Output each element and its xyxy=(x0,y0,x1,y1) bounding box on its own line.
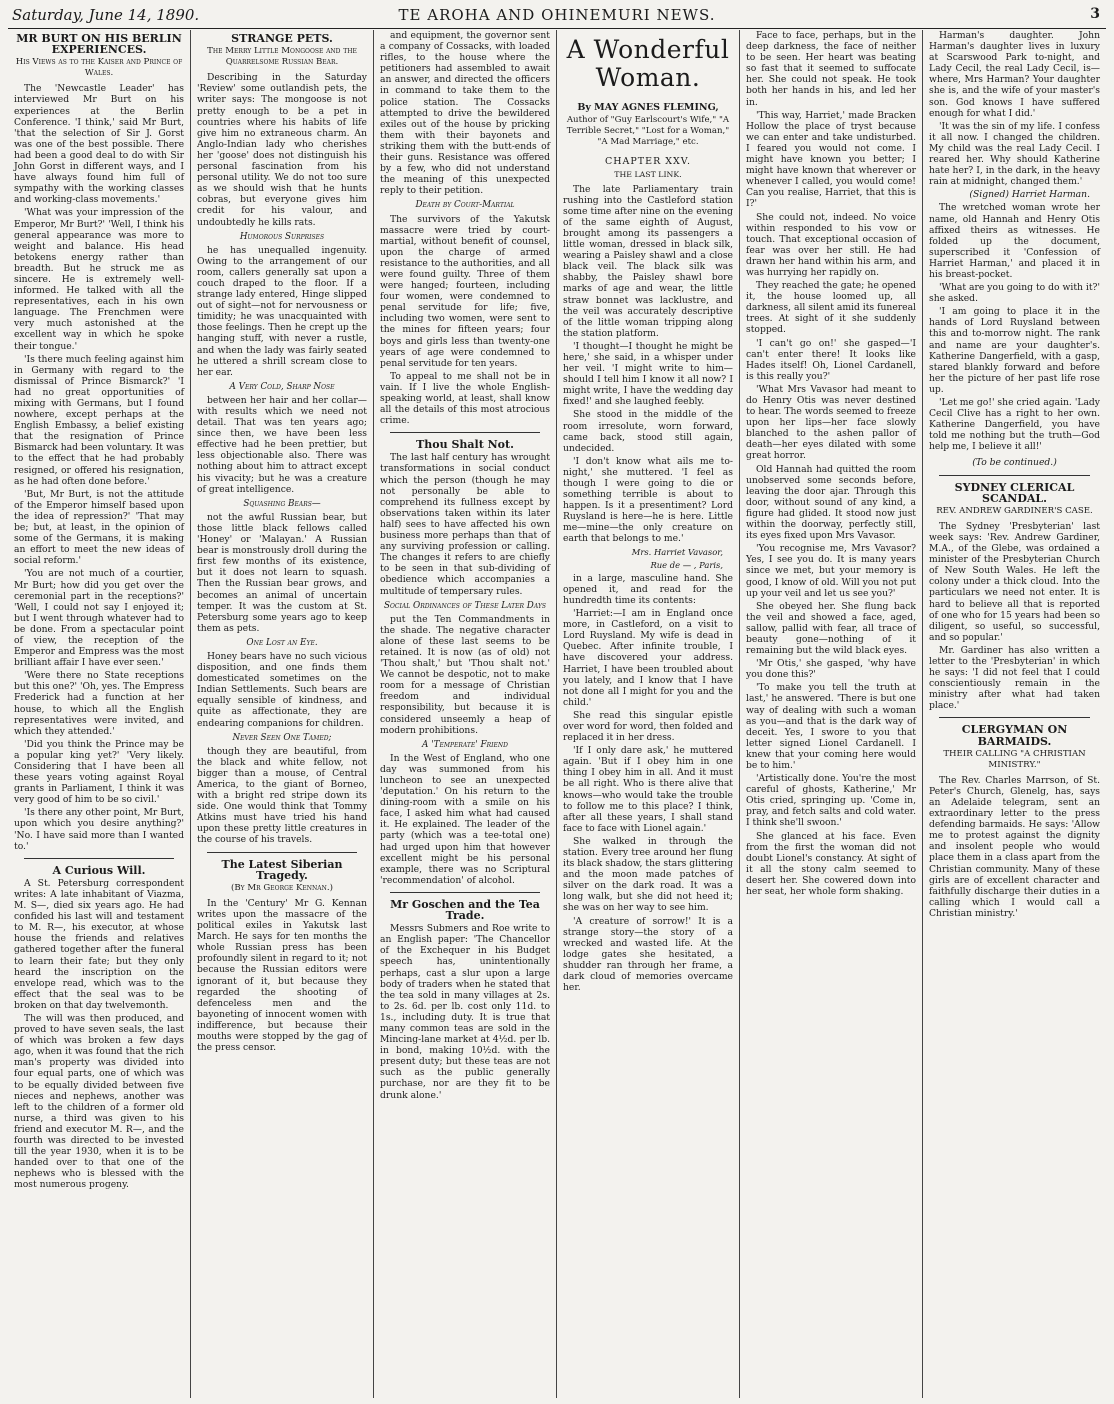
article-heading-thou-shalt-not: Thou Shalt Not. xyxy=(416,438,514,452)
article-paragraph: and equipment, the governor sent a company of Cossacks, with loaded rifles, to the house where the petitioners had assembled to await an answer, and directed the officers in command to take them to the police station. The Cossacks attempted to drive the bewildered exiles out of the house by pricking them with their bayonets and striking them with the butt-ends of their guns. Resistance was offered by a few, who did not understand the meaning of this unexpected reply to their petition. xyxy=(380,30,550,197)
article-paragraph: In the West of England, who one day was summoned from his luncheon to see an unexpected 'deputation.' On his return to the dining-room with a smile on his face, I asked him what had caused it. He explained. The leader of the party (which was a tee-total one) had urged upon him that however excellent might be his personal example, there was no Scriptural 'recommendation' of alcohol. xyxy=(380,752,550,886)
article-paragraph: 'Harriet:—I am in England once more, in Castleford, on a visit to Lord Ruysland. My wife is dead in Quebec. After infinite trouble, I have discovered your address. Harriet, I have been troubled about you lately, and I know that I have not done all I might for you and the child.' xyxy=(563,608,733,708)
section-heading: Social Ordinances of These Later Days xyxy=(383,600,547,611)
column-2 xyxy=(191,30,374,1398)
article-paragraph: She read this singular epistle over word for word, then folded and replaced it in her dress. xyxy=(563,709,733,744)
article-subheading-sydney: REV. ANDREW GARDINER'S CASE. xyxy=(936,505,1093,516)
columns xyxy=(8,30,1106,1398)
column-6 xyxy=(923,30,1106,1398)
article-paragraph: She walked in through the station. Every tree around her flung its black shadow, the stars glittering and the moon made patches of silver on the dark road. It was a long walk, but she did not heed it; she was on her way to see him. xyxy=(563,835,733,914)
newspaper-title: TE AROHA AND OHINEMURI NEWS. xyxy=(398,6,716,24)
masthead xyxy=(8,4,1106,29)
article-paragraph: She could not, indeed. No voice within responded to his vow or touch. That exceptional occasion of fear was over her still. He had drawn her hand within his arm, and was hurrying her rapidly on. xyxy=(746,211,916,278)
article-paragraph: 'Is there any other point, Mr Burt, upon which you desire anything?' 'No. I have said more than I wanted to.' xyxy=(14,807,184,852)
column-1 xyxy=(8,30,191,1398)
serial-author: By MAY AGNES FLEMING, xyxy=(577,102,719,113)
article-subheading-barmaids: THEIR CALLING "A CHRISTIAN MINISTRY." xyxy=(943,748,1086,770)
article-byline: (By Mr George Kennan.) xyxy=(231,882,333,893)
chapter-heading: CHAPTER XXV. xyxy=(605,156,691,168)
article-heading-sydney: SYDNEY CLERICAL SCANDAL. xyxy=(954,480,1075,505)
article-paragraph: The will was then produced, and proved to have seven seals, the last of which was broken a few days ago, when it was found that the rich man's property was divided into four equal parts, one of which was to be equally divided between five nieces and nephews, another was left to the children of a former old nurse, a third was given to his friend and executor M. R—, and the fourth was directed to be invested till the year 1930, when it is to be handed over to that one of the nephews who is blessed with the most numerous progeny. xyxy=(14,1012,184,1191)
section-heading: Humorous Surprises xyxy=(239,231,325,242)
article-paragraph: 'What Mrs Vavasor had meant to do Henry Otis was never destined to hear. The words seemed to freeze upon her lips—her face slowly blanched to the ashen pallor of death—her eyes dilated with some great horror. xyxy=(746,383,916,462)
article-paragraph: The wretched woman wrote her name, old Hannah and Henry Otis affixed theirs as witnesses. He folded up the document, superscribed it 'Confession of Harriet Harman,' and placed it in his breast-pocket. xyxy=(929,202,1100,280)
divider xyxy=(939,475,1090,476)
column-5 xyxy=(740,30,923,1398)
article-paragraph: Old Hannah had quitted the room unobserved some seconds before, leaving the door ajar. Through this door, without sound of any kind, a figure had glided. It stood now just within the doorway, perfectly still, its eyes fixed upon Mrs Vavasor. xyxy=(746,463,916,542)
article-paragraph: Face to face, perhaps, but in the deep darkness, the face of neither to be seen. Her heart was beating so fast that it seemed to suffocate her. She could not speak. He took both her hands in his, and led her in. xyxy=(746,30,916,108)
article-paragraph: The 'Newcastle Leader' has interviewed Mr Burt on his experiences at the Berlin Conference. 'I think,' said Mr Burt, 'that the selection of Sir J. Gorst was one of the best possible. There had been a good deal to do with Sir John Gorst in different ways, and I have always found him full of sympathy with the working classes and working-class movements.' xyxy=(14,83,184,206)
article-paragraph: 'To make you tell the truth at last,' he answered. 'There is but one way of dealing with such a woman as you—and that is the dark way of deceit. Yes, I swore to you that letter signed Lionel Cardanell. I knew that your coming here would be to him.' xyxy=(746,682,916,771)
serial-title: A Wonderful Woman. xyxy=(566,35,730,92)
page-number: 3 xyxy=(1090,6,1100,22)
article-paragraph: 'Artistically done. You're the most careful of ghosts, Katherine,' Mr Otis cried, springing up. 'Come in, pray, and fetch salts and cold water. I think she'll swoon.' xyxy=(746,773,916,829)
article-heading-pets: STRANGE PETS. xyxy=(231,32,333,45)
article-paragraph: 'I can't go on!' she gasped—'I can't enter there! It looks like Hades itself! Oh, Lionel Cardanell, is this really you?' xyxy=(746,337,916,382)
article-paragraph: 'This way, Harriet,' made Bracken Hollow the place of tryst because we can enter and take undisturbed. I feared you would not come. I might have known you better; I might have known that wherever or whenever I called, you would come! Can you realise, Harriet, that this is I?' xyxy=(746,109,916,210)
article-paragraph: The Rev. Charles Marrson, of St. Peter's Church, Glenelg, has, says an Adelaide telegram, sent an extraordinary letter to the press defending barmaids. He says: 'Allow me to protest against the dignity and insolent people who would place them in a class apart from the Christian community. Many of these girls are of excellent character and faithfully discharge their duties in a calling which I would call a Christian ministry.' xyxy=(929,774,1100,919)
article-paragraph: Mr. Gardiner has also written a letter to the 'Presbyterian' in which he says: 'I did not feel that I could conscientiously remain in the ministry after what had taken place.' xyxy=(929,644,1100,712)
article-heading-burt: MR BURT ON HIS BERLIN EXPERIENCES. xyxy=(16,32,182,57)
article-paragraph: In the 'Century' Mr G. Kennan writes upon the massacre of the political exiles in Yakutsk last March. He says for ten months the whole Russian press has been profoundly silent in regard to it; not because the Russian editors were ignorant of it, but because they regarded the shooting of defenceless men and the bayoneting of innocent women with indifference, but because their mouths were stopped by the gag of the press censor. xyxy=(197,897,367,1054)
section-heading: Squashing Bears— xyxy=(243,498,321,509)
article-heading-barmaids: CLERGYMAN ON BARMAIDS. xyxy=(961,723,1068,748)
article-paragraph: 'It was the sin of my life. I confess it all now. I changed the children. My child was the real Lady Cecil. I reared her. Why should Katherine hate her? I, in the dark, in the heavy rain at midnight, changed them.' xyxy=(929,120,1100,188)
article-paragraph: The survivors of the Yakutsk massacre were tried by court-martial, without benefit of counsel, upon the charge of armed resistance to the authorities, and all were found guilty. Three of them were hanged; fourteen, including four women, were condemned to penal servitude for life; five, including two women, were sent to the mines for fifteen years; four boys and girls less than twenty-one years of age were condemned to penal servitude for ten years. xyxy=(380,213,550,369)
article-paragraph: A St. Petersburg correspondent writes: A late inhabitant of Viazma, M. S—, died six years ago. He had confided his last will and testament to M. R—, his executor, at whose house the friends and relatives gathered together after the funeral to learn their fate; but they only heard the inscription on the envelope read, which was to the effect that the seal was to be broken on that day twelvemonth. xyxy=(14,877,184,1011)
chapter-subtitle: THE LAST LINK. xyxy=(614,170,682,180)
article-paragraph: 'But, Mr Burt, is not the attitude of the Emperor himself based upon the idea of repression?' 'That may be; but, at least, in the opinion of some of the Germans, it is making an effort to meet the new ideas of social reform.' xyxy=(14,488,184,567)
article-paragraph: 'What was your impression of the Emperor, Mr Burt?' 'Well, I think his general appearance was more to weight and balance. His head betokens energy rather than breadth. But he struck me as sincere. He is extremely well-informed. He talked with all the representatives, each in his own language. The Frenchmen were very much astonished at the excellent way in which he spoke their tongue.' xyxy=(14,207,184,352)
article-paragraph: not the awful Russian bear, but those little black fellows called 'Honey' or 'Malayan.' A Russian bear is monstrously droll during the first few months of its existence, but it does not learn to squash. Then the Russian bear grows, and becomes an animal of uncertain temper. It was the custom at St. Petersburg some years ago to keep them as pets. xyxy=(197,511,367,634)
article-paragraph: in a large, masculine hand. She opened it, and read for the hundredth time its contents: xyxy=(563,572,733,606)
article-paragraph: put the Ten Commandments in the shade. The negative character alone of these last seems to be retained. It is now (as of old) not 'Thou shalt,' but 'Thou shalt not.' We cannot be despotic, not to make room for a message of Christian freedom and individual responsibility, but because it is considered unseemly a heap of modern prohibitions. xyxy=(380,613,550,736)
article-paragraph: The last half century has wrought transformations in social conduct which the person (though he may not personally be able to comprehend its fullness except by observations taken within its later half) sees to have affected his own business more perhaps than that of any surviving profession or calling. The changes it refers to are chiefly to be seen in that sub-dividing of obedience which accompanies a multitude of tempersary rules. xyxy=(380,452,550,597)
article-paragraph: She glanced at his face. Even from the first the woman did not doubt Lionel's constancy. At sight of it all the stony calm seemed to desert her. She cowered down into her seat, her whole form shaking. xyxy=(746,830,916,898)
serial-attribution: Author of "Guy Earlscourt's Wife," "A Terrible Secret," "Lost for a Woman," "A Mad Marriage," etc. xyxy=(566,115,730,148)
divider xyxy=(939,717,1090,718)
article-paragraph: though they are beautiful, from the black and white fellow, not bigger than a mouse, of Central America, to the giant of Borneo, with a bright red stripe down its side. One would think that Tommy Atkins must have tried his hand upon these pretty little creatures in the course of his travels. xyxy=(197,745,367,846)
article-paragraph: he has unequalled ingenuity. Owing to the arrangement of our room, callers generally sat upon a couch draped to the floor. If a strange lady entered, Hinge slipped out of sight—not for nervousness or timidity; he was unacquainted with those feelings. Then he crept up the hanging stuff, with never a rustle, and when the lady was fairly seated he uttered a shrill scream close to her ear. xyxy=(197,244,367,378)
section-heading: One Lost an Eye. xyxy=(246,637,318,648)
article-subheading-pets: The Merry Little Mongoose and the Quarrelsome Russian Bear. xyxy=(207,46,357,68)
divider xyxy=(207,852,357,853)
section-heading: Never Seen One Tamed; xyxy=(232,732,332,743)
divider xyxy=(24,858,174,859)
article-paragraph: 'I thought—I thought he might be here,' she said, in a whisper under her veil. 'I might write to him—should I tell him I know it all now? I might write, I have the wedding day fixed!' and she laughed feebly. xyxy=(563,340,733,408)
signature-line: (Signed) Harriet Harman. xyxy=(969,189,1090,201)
article-subheading-burt: His Views as to the Kaiser and Prince of Wales. xyxy=(15,57,183,79)
article-paragraph: 'If I only dare ask,' he muttered again. 'But if I obey him in one thing I obey him in all. And it must be all right. Who is there alive that knows—who would take the trouble to follow me to this place? I think, after all these years, I shall stand face to face with Lionel again.' xyxy=(563,745,733,834)
article-paragraph: 'A creature of sorrow!' It is a strange story—the story of a wrecked and wasted life. At the lodge gates she hesitated, a shudder ran through her frame, a dark cloud of memories overcame her. xyxy=(563,915,733,994)
article-paragraph: 'You are not much of a courtier, Mr Burt; how did you get over the ceremonial part in the receptions?' 'Well, I could not say I enjoyed it; but I went through whatever had to be done. From a spectacular point of view, the reception of the Emperor and Empress was the most brilliant affair I have ever seen.' xyxy=(14,568,184,669)
letter-address: Mrs. Harriet Vavasor, xyxy=(631,546,723,557)
article-heading-siberian: The Latest Siberian Tragedy. xyxy=(221,857,343,882)
article-paragraph: 'Is there much feeling against him in Germany with regard to the dismissal of Prince Bismarck?' 'I had no great opportunities of mixing with Germans, but I found nowhere, except perhaps at the English Embassy, a belief existing that the resignation of Prince Bismarck had been voluntary. It was to the effect that he had probably resigned, or offered his resignation, as he had often done before.' xyxy=(14,353,184,487)
letter-address-line2: Rue de — , Paris, xyxy=(650,559,723,570)
article-paragraph: Describing in the Saturday 'Review' some outlandish pets, the writer says: The mongoose is not pretty enough to be a pet in countries where his habits of life give him no extraneous charm. An Anglo-Indian lady who cherishes her 'goose' does not distinguish his personal fascination from his personal utility. We do not too sure as we should wish that he hunts cobras, but everyone gives him credit for his valour, and undoubtedly he kills rats. xyxy=(197,72,367,228)
divider xyxy=(390,432,540,433)
article-paragraph: 'Were there no State receptions but this one?' 'Oh, yes. The Empress Frederick had a function at her house, to which all the English representatives were invited, and which they attended.' xyxy=(14,670,184,737)
article-paragraph: Harman's daughter. John Harman's daughter lives in luxury at Scarswood Park to-night, and Lady Cecil, the real Lady Cecil, is—where, Mrs Harman? Your daughter she is, and the wife of your master's son. God knows I have suffered enough for what I did.' xyxy=(929,30,1100,119)
issue-date: Saturday, June 14, 1890. xyxy=(12,6,200,24)
article-paragraph: She obeyed her. She flung back the veil and showed a face, aged, sallow, pallid with fear, all trace of beauty gone—nothing of it remaining but the wild black eyes. xyxy=(746,600,916,657)
article-paragraph: 'I am going to place it in the hands of Lord Ruysland between this and to-morrow night. The rank and name are your daughter's. Katherine Dangerfield, with a gasp, stared blankly forward and before her the picture of her past life rose up. xyxy=(929,306,1100,395)
divider xyxy=(390,892,540,893)
section-heading: Death by Court-Martial xyxy=(415,200,515,211)
section-heading: A Very Cold, Sharp Nose xyxy=(229,381,335,392)
article-paragraph: 'Let me go!' she cried again. 'Lady Cecil Clive has a right to her own. Katherine Dangerfield, you have told me nothing but the truth—God help me, I believe it all!' xyxy=(929,397,1100,453)
column-3 xyxy=(374,30,557,1398)
article-paragraph: 'I don't know what ails me to-night,' she muttered. 'I feel as though I were going to die or something terrible is about to happen. Is it a presentiment? Lord Ruysland is here—he is here. Little me—mine—the only creature on earth that belongs to me.' xyxy=(563,455,733,545)
article-paragraph: between her hair and her collar—with results which we need not detail. That was ten years ago; since then, we have been less effective had he been prettier, but less objectionable also. There was nothing about him to attract except his vivacity; but he was a creature of great intelligence. xyxy=(197,394,367,495)
article-paragraph: Messrs Submers and Roe write to an English paper: 'The Chancellor of the Exchequer in his Budget speech has, unintentionally perhaps, cast a slur upon a large body of traders when he stated that the tea sold in many villages at 2s. to 2s. 6d. per lb. cost only 11d. to 1s., including duty. It is true that many common teas are sold in the Mincing-lane market at 4½d. per lb. in bond, making 10½d. with the present duty; but these teas are not such as the public generally purchase, nor are they fit to be drunk alone.' xyxy=(380,923,550,1101)
section-heading: A 'Temperate' Friend xyxy=(422,739,508,750)
to-be-continued: (To be continued.) xyxy=(972,457,1057,469)
article-paragraph: The Sydney 'Presbyterian' last week says: 'Rev. Andrew Gardiner, M.A., of the Glebe, was ordained a minister of the Presbyterian Church of New South Wales. He left the colony under a thick cloud. Into the particulars we need not enter. It is hard to believe all that is reported of one who for 15 years had been so diligent, so useful, so successful, and so popular.' xyxy=(929,520,1100,643)
article-paragraph: They reached the gate; he opened it, the house loomed up, all darkness, all silent amid its funereal trees. At sight of it she suddenly stopped. xyxy=(746,280,916,336)
article-paragraph: The late Parliamentary train rushing into the Castleford station some time after nine on the evening of the same eighth of August, brought among its passengers a little woman, dressed in black silk, wearing a Paisley shawl and a close black veil. The black silk was shabby, the Paisley shawl bore marks of age and wear, the little straw bonnet was lacklustre, and the veil was accurately descriptive of the little woman tripping along the station platform. xyxy=(563,183,733,339)
article-heading-will: A Curious Will. xyxy=(52,863,146,877)
article-paragraph: 'Did you think the Prince may be a popular king yet?' 'Very likely. Considering that I have been all these years voting against Royal grants in Parliament, I think it was very good of him to be so civil.' xyxy=(14,738,184,806)
column-4 xyxy=(557,30,740,1398)
article-paragraph: 'Mr Otis,' she gasped, 'why have you done this?' xyxy=(746,658,916,681)
article-paragraph: 'What are you going to do with it?' she asked. xyxy=(929,282,1100,305)
article-paragraph: She stood in the middle of the room irresolute, worn forward, came back, stood still again, undecided. xyxy=(563,409,733,454)
article-heading-goschen: Mr Goschen and the Tea Trade. xyxy=(390,897,540,923)
article-paragraph: To appeal to me shall not be in vain. If I live the whole English-speaking world, at least, shall know all the details of this most atrocious crime. xyxy=(380,370,550,427)
article-paragraph: 'You recognise me, Mrs Vavasor? Yes, I see you do. It is many years since we met, but your memory is good, I know of old. Will you not put up your veil and let us see you?' xyxy=(746,543,916,599)
article-paragraph: Honey bears have no such vicious disposition, and one finds them domesticated sometimes on the Indian Settlements. Such bears are equally sensible of kindness, and quite as affectionate, they are endearing companions for children. xyxy=(197,650,367,729)
